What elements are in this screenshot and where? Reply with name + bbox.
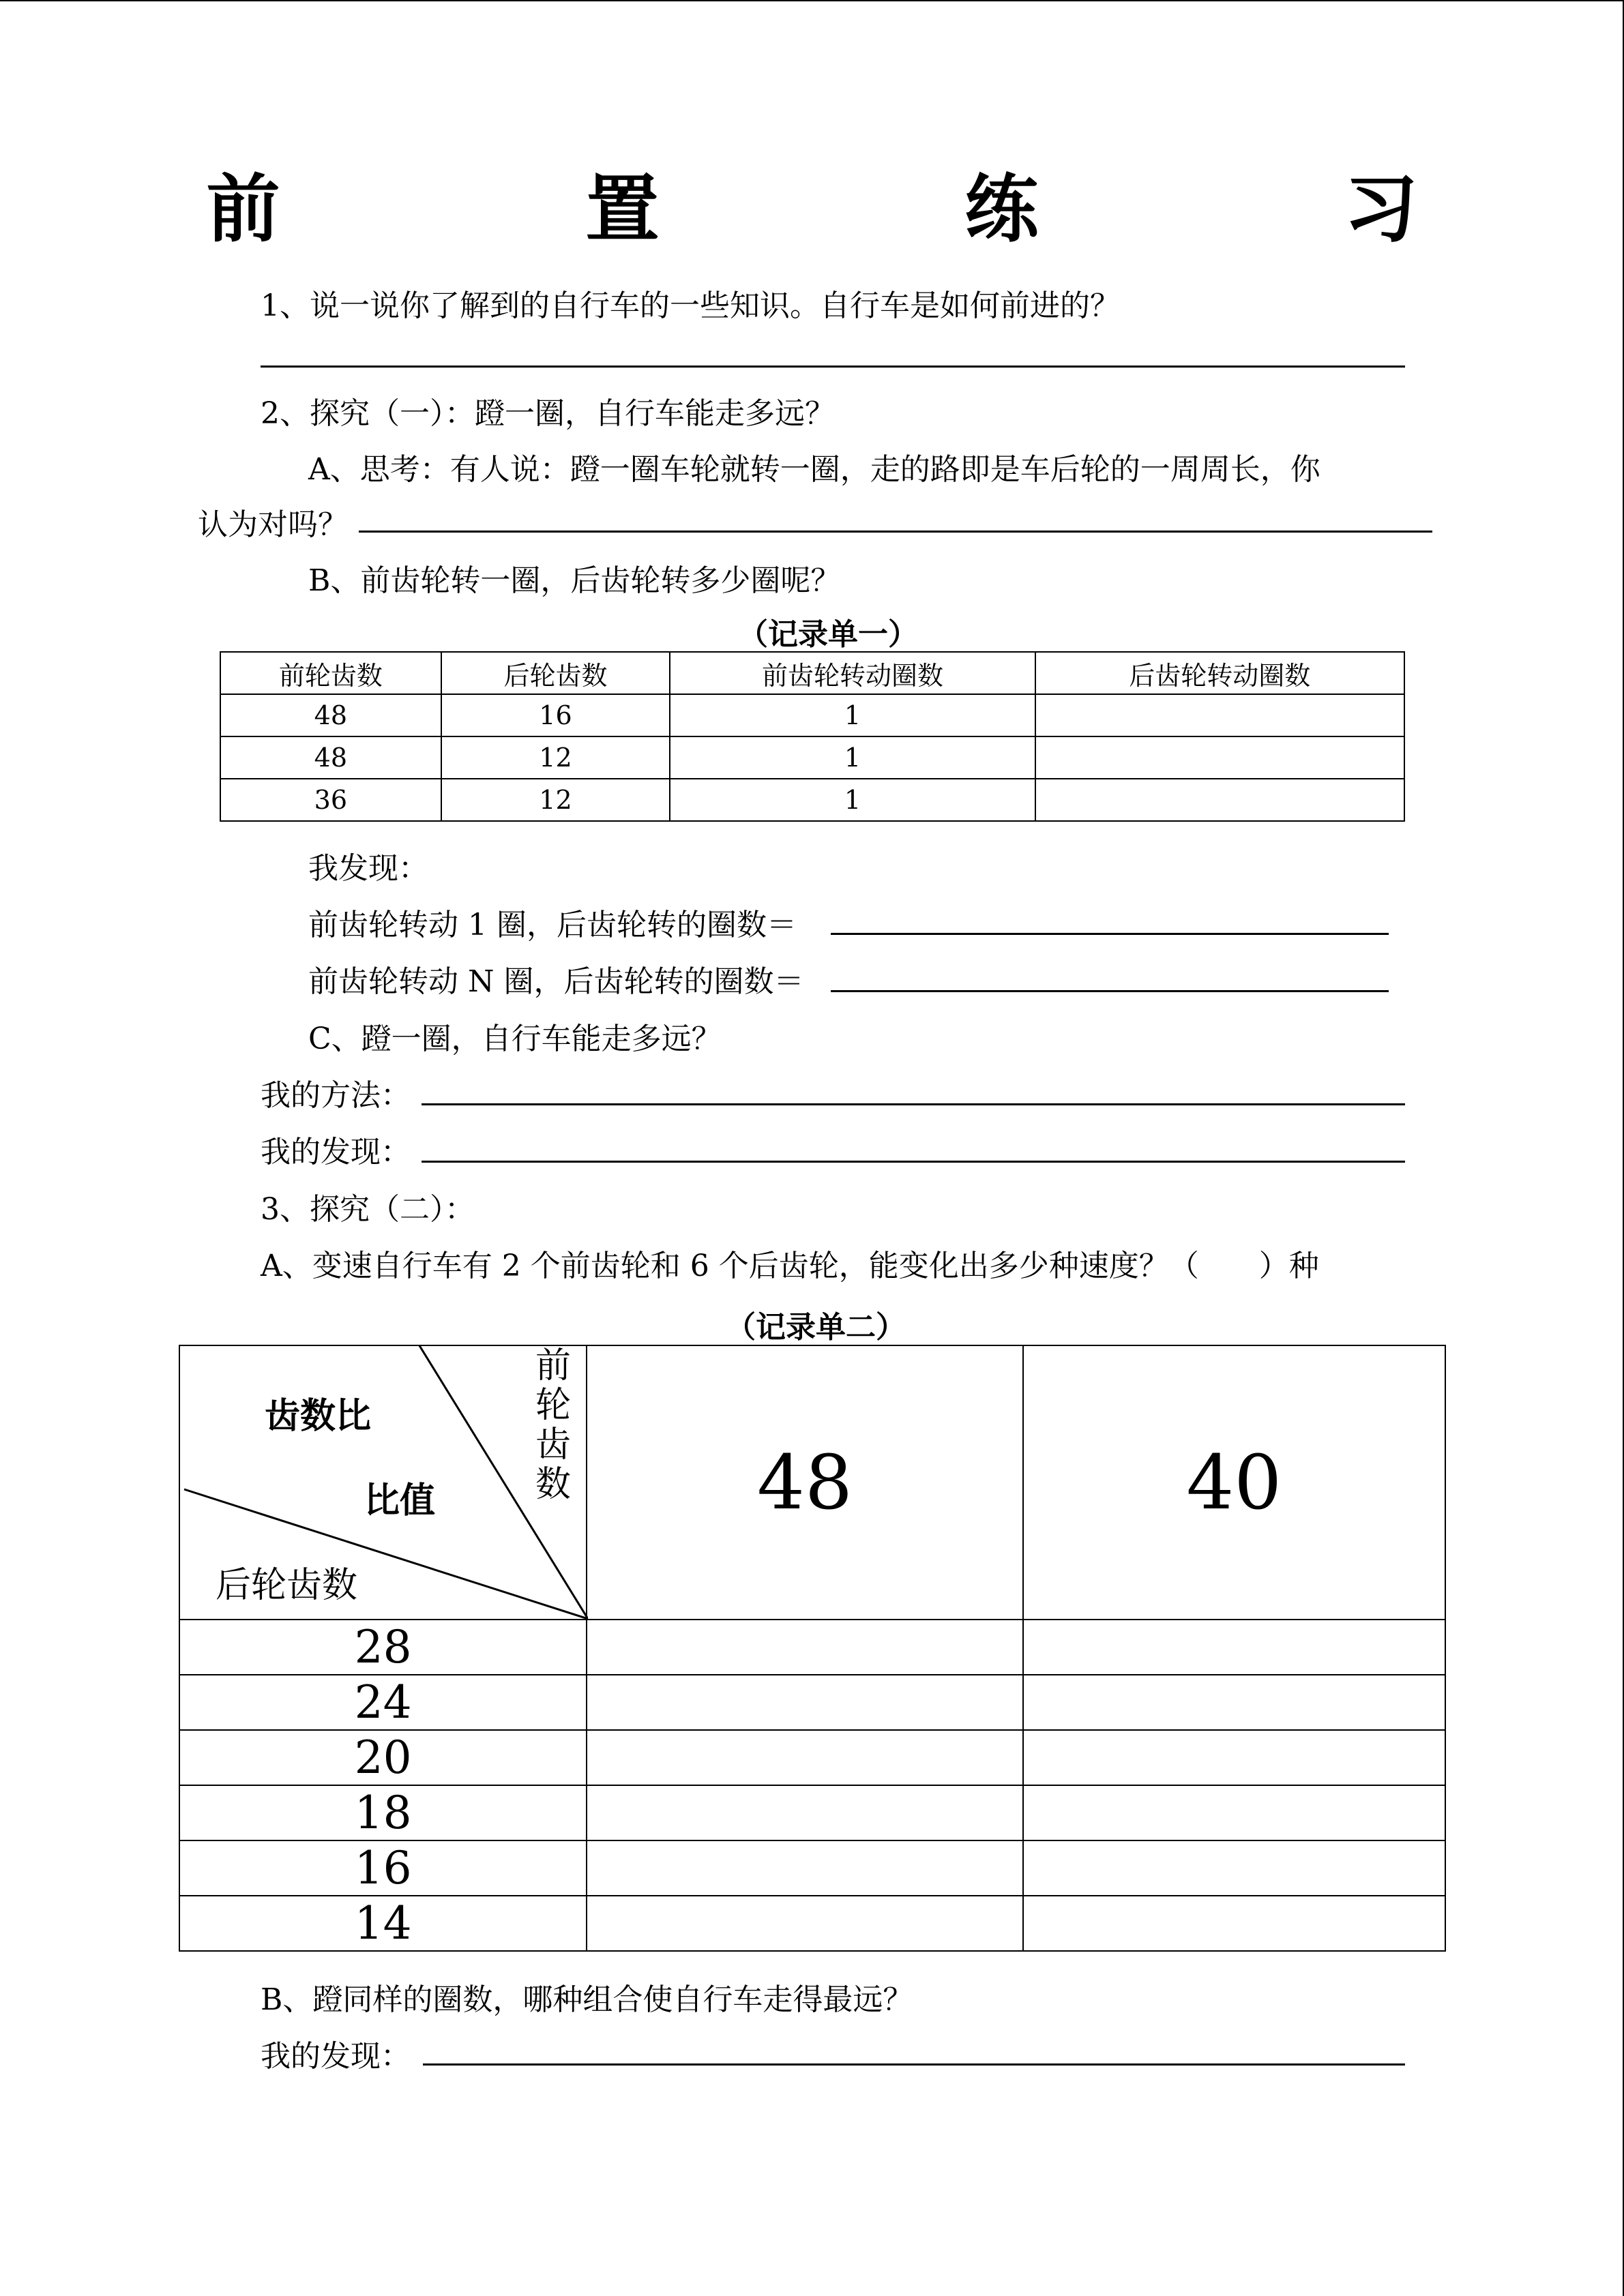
finding-label: 我的发现： xyxy=(261,1135,411,1169)
answer-cell[interactable] xyxy=(587,1785,1022,1840)
table-header-row xyxy=(220,652,1404,694)
table-cell: 48 xyxy=(220,694,441,736)
answer-cell[interactable] xyxy=(1035,736,1404,779)
question-1: 1、说一说你了解到的自行车的一些知识。自行车是如何前进的？ xyxy=(261,288,1120,323)
question-2a-line2: 认为对吗？ xyxy=(198,507,348,542)
answer-cell[interactable] xyxy=(1035,694,1404,736)
front-gear-value: 48 xyxy=(587,1345,1022,1620)
answer-cell[interactable] xyxy=(587,1620,1022,1675)
table-row xyxy=(179,1675,1445,1730)
record1-caption: （记录单一） xyxy=(738,617,918,652)
table-header-cell: 后齿轮转动圈数 xyxy=(1035,652,1404,694)
header-gear-ratio: 齿数比 xyxy=(265,1395,372,1437)
found-label: 我发现： xyxy=(308,851,428,886)
table-cell: 1 xyxy=(670,779,1035,821)
table-header-row xyxy=(179,1345,1445,1620)
rear-gear-value: 24 xyxy=(179,1675,587,1730)
table-row xyxy=(179,1620,1445,1675)
q3-finding-label: 我的发现： xyxy=(261,2039,411,2074)
table-row xyxy=(220,779,1404,821)
record2-caption: （记录单二） xyxy=(726,1310,906,1345)
question-2c: C、蹬一圈，自行车能走多远？ xyxy=(308,1022,722,1056)
answer-line-method[interactable] xyxy=(422,1103,1405,1105)
method-label: 我的方法： xyxy=(261,1078,411,1113)
rear-gear-value: 14 xyxy=(179,1896,587,1951)
answer-cell[interactable] xyxy=(587,1896,1022,1951)
answer-cell[interactable] xyxy=(1035,779,1404,821)
found-1-text: 前齿轮转动 1 圈，后齿轮转的圈数＝ xyxy=(308,908,797,942)
table-cell: 36 xyxy=(220,779,441,821)
answer-line-q1[interactable] xyxy=(261,366,1405,368)
rear-gear-value: 20 xyxy=(179,1730,587,1785)
answer-cell[interactable] xyxy=(587,1675,1022,1730)
diagonal-header-cell xyxy=(179,1345,587,1620)
question-2a-line1: A、思考：有人说：蹬一圈车轮就转一圈，走的路即是车后轮的一周周长，你 xyxy=(308,452,1320,487)
answer-cell[interactable] xyxy=(587,1730,1022,1785)
question-2: 2、探究（一）：蹬一圈，自行车能走多远？ xyxy=(261,396,835,431)
header-front-gear: 前轮齿数 xyxy=(535,1345,571,1505)
page-title: 前 置 练 习 xyxy=(206,166,1534,252)
found-n-text: 前齿轮转动 N 圈，后齿轮转的圈数＝ xyxy=(308,964,804,999)
answer-line-found-1[interactable] xyxy=(831,933,1389,935)
question-3: 3、探究（二）： xyxy=(261,1192,475,1227)
table-cell: 48 xyxy=(220,736,441,779)
table-row xyxy=(220,736,1404,779)
answer-cell[interactable] xyxy=(1023,1785,1445,1840)
header-ratio-value: 比值 xyxy=(364,1480,436,1521)
table-cell: 1 xyxy=(670,694,1035,736)
answer-cell[interactable] xyxy=(587,1840,1022,1896)
table-row xyxy=(179,1840,1445,1896)
answer-cell[interactable] xyxy=(1023,1840,1445,1896)
rear-gear-value: 28 xyxy=(179,1620,587,1675)
answer-line-q2a[interactable] xyxy=(359,531,1432,533)
table-cell: 12 xyxy=(441,736,670,779)
table-cell: 16 xyxy=(441,694,670,736)
table-row xyxy=(179,1730,1445,1785)
answer-line-q3-finding[interactable] xyxy=(423,2063,1405,2066)
header-rear-gear: 后轮齿数 xyxy=(216,1565,358,1606)
record1-table xyxy=(220,651,1405,822)
question-2b: B、前齿轮转一圈，后齿轮转多少圈呢？ xyxy=(308,563,841,598)
table-row xyxy=(179,1785,1445,1840)
record2-table xyxy=(179,1345,1446,1952)
question-3b: B、蹬同样的圈数，哪种组合使自行车走得最远？ xyxy=(261,1982,913,2017)
table-cell: 1 xyxy=(670,736,1035,779)
rear-gear-value: 16 xyxy=(179,1840,587,1896)
front-gear-value: 40 xyxy=(1023,1345,1445,1620)
question-3a: A、变速自行车有 2 个前齿轮和 6 个后齿轮，能变化出多少种速度？（ ）种 xyxy=(261,1249,1319,1283)
table-row xyxy=(179,1896,1445,1951)
answer-cell[interactable] xyxy=(1023,1896,1445,1951)
table-cell: 12 xyxy=(441,779,670,821)
answer-line-finding[interactable] xyxy=(422,1161,1405,1163)
answer-cell[interactable] xyxy=(1023,1730,1445,1785)
answer-cell[interactable] xyxy=(1023,1675,1445,1730)
table-row xyxy=(220,694,1404,736)
rear-gear-value: 18 xyxy=(179,1785,587,1840)
answer-cell[interactable] xyxy=(1023,1620,1445,1675)
table-header-cell: 前轮齿数 xyxy=(220,652,441,694)
answer-line-found-n[interactable] xyxy=(831,990,1389,992)
table-header-cell: 后轮齿数 xyxy=(441,652,670,694)
table-header-cell: 前齿轮转动圈数 xyxy=(670,652,1035,694)
